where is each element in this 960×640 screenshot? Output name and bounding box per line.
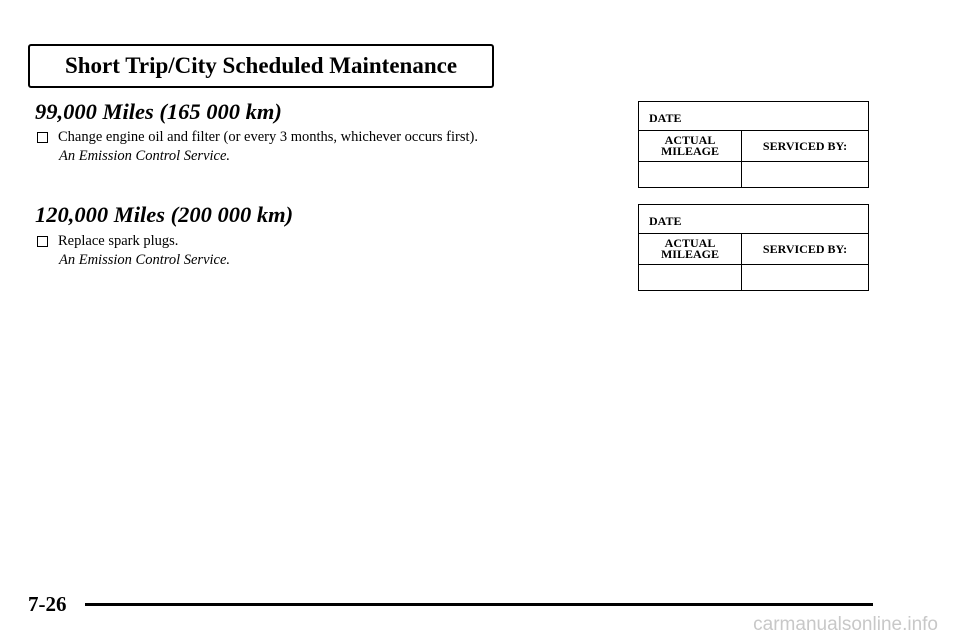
record-date-row <box>639 205 868 234</box>
emission-note: An Emission Control Service. <box>59 148 231 164</box>
maintenance-item-text: Change engine oil and filter (or every 3 months, whichever occurs first). <box>58 129 478 145</box>
mileage-entry-field[interactable] <box>639 265 742 290</box>
serviced-by-entry-field[interactable] <box>742 265 868 290</box>
mileage-label-line2: MILEAGE <box>660 144 719 158</box>
record-serviced-label: SERVICED BY: <box>762 138 848 153</box>
record-mileage-label <box>639 131 742 161</box>
record-header-row <box>639 131 868 162</box>
page-header-title-box <box>28 44 494 88</box>
record-entry-row <box>639 265 868 290</box>
maintenance-item-spark-plugs <box>37 233 178 250</box>
record-mileage-label <box>639 234 742 264</box>
footer-divider <box>85 603 873 606</box>
serviced-by-entry-field[interactable] <box>742 162 868 187</box>
record-serviced-label: SERVICED BY: <box>762 241 848 256</box>
section-title-99000: 99,000 Miles (165 000 km) <box>35 99 282 124</box>
record-date-label: DATE <box>649 111 682 125</box>
mileage-label-line2: MILEAGE <box>660 247 719 261</box>
maintenance-item-oil <box>37 129 478 146</box>
maintenance-item-text: Replace spark plugs. <box>58 233 179 249</box>
checkbox-icon[interactable] <box>37 132 48 143</box>
service-record-form <box>638 101 869 188</box>
mileage-label-line1: ACTUAL <box>664 133 716 147</box>
record-header-row <box>639 234 868 265</box>
service-record-form <box>638 204 869 291</box>
mileage-label-line1: ACTUAL <box>664 236 716 250</box>
section-title-120000: 120,000 Miles (200 000 km) <box>35 202 294 227</box>
page-number: 7-26 <box>28 592 67 616</box>
page-header-title: Short Trip/City Scheduled Maintenance <box>64 53 458 78</box>
watermark: carmanualsonline.info <box>753 614 938 635</box>
mileage-entry-field[interactable] <box>639 162 742 187</box>
record-entry-row <box>639 162 868 187</box>
record-date-label: DATE <box>649 214 682 228</box>
checkbox-icon[interactable] <box>37 236 48 247</box>
record-date-row <box>639 102 868 131</box>
emission-note: An Emission Control Service. <box>59 252 231 268</box>
